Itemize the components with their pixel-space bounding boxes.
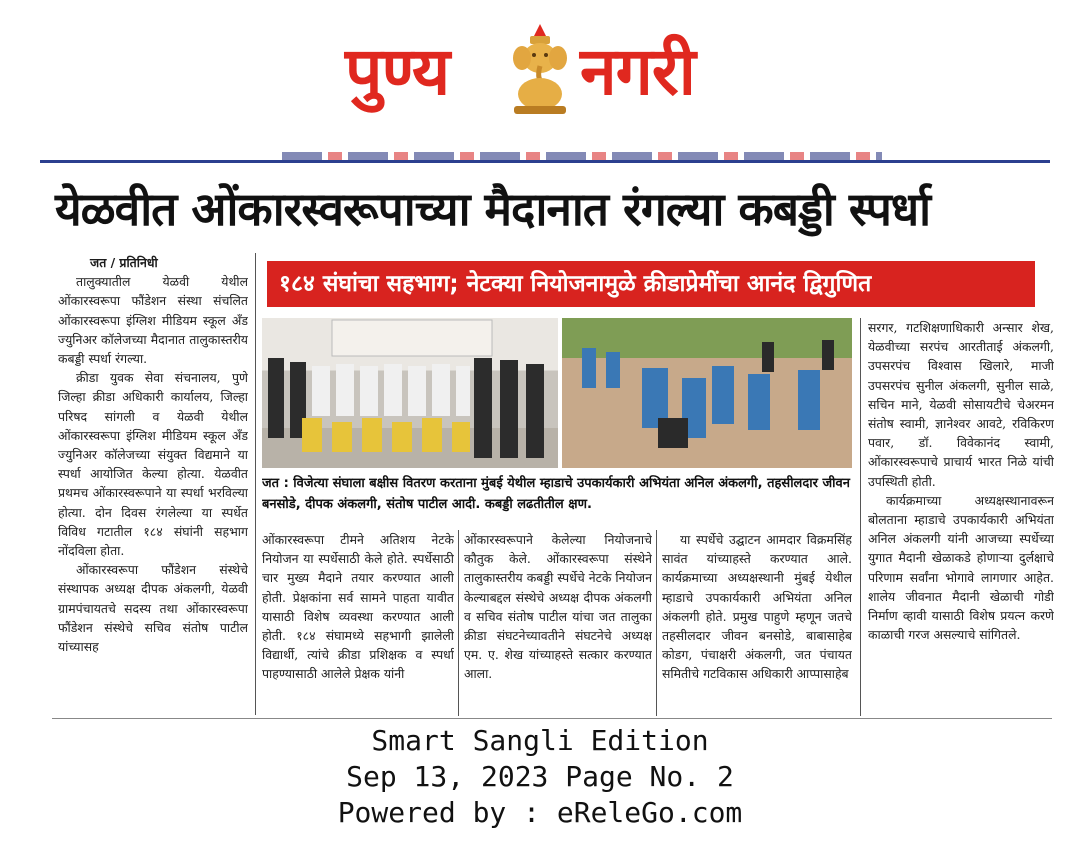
photo-caption: जत : विजेत्या संघाला बक्षीस वितरण करताना मुंबई येथील म्हाडाचे उपकार्यकारी अभियंता अनिल अंकलगी, तहसीलदार जीवन बनसोडे, दीपक अंकलगी, संतोष पाटील आदी. कबड्डी लढतीतील क्षण. [262, 476, 850, 512]
article-headline: येळवीत ओंकारस्वरूपाच्या मैदानात रंगल्या कबड्डी स्पर्धा [55, 182, 931, 236]
dateline: जत / प्रतिनिधी [90, 255, 158, 270]
paragraph: या स्पर्धेचे उद्घाटन आमदार विक्रमसिंह सावंत यांच्याहस्ते करण्यात आले. कार्यक्रमाच्या अध्यक्षस्थानी मुंबई येथील म्हाडाचे उपकार्यकारी अभियंता अनिल अंकलगी होते. प्रमुख पाहुणे म्हणून जतचे तहसीलदार जीवन बनसोडे, बाबासाहेब कोडग, पंचाक्षरी अंकलगी, जत पंचायत समितीचे गटविकास अधिकारी आप्पासाहेब [662, 532, 852, 682]
edition-name: Smart Sangli Edition [371, 724, 709, 757]
masthead-rule [40, 160, 1050, 163]
paragraph: ओंकारस्वरूपाने केलेल्या नियोजनाचे कौतुक केले. ओंकारस्वरूपा संस्थेने तालुकास्तरीय कबड्डी स्पर्धेचे नेटके नियोजन केल्याबद्दल संस्थेचे अध्यक्ष दीपक अंकलगी व सचिव संतोष पाटील यांचा जत तालुका क्रीडा संघटनेच्यावतीने संघटनेचे अध्यक्ष एम. ए. शेख यांच्याहस्ते सत्कार करण्यात आला. [464, 532, 652, 682]
ganesh-logo-icon [500, 18, 580, 118]
masthead-strip [282, 152, 882, 160]
article-column-4 [662, 530, 852, 716]
paragraph: कार्यक्रमाच्या अध्यक्षस्थानावरून बोलताना म्हाडाचे उपकार्यकारी अभियंता अनिल अंकलगी यांनी आजच्या स्पर्धेच्या युगात मैदानी खेळाकडे होणाऱ्या दुर्लक्षाचे परिणाम सर्वांना भोगावे लागणार आहेत. शालेय जीवनात मैदानी खेळाची गोडी निर्माण व्हावी यासाठी विशेष प्रयत्न करणे काळाची गरज असल्याचे सांगितले. [868, 492, 1054, 643]
edition-footer [0, 723, 1080, 831]
bottom-rule [52, 718, 1052, 719]
column-divider [860, 318, 861, 716]
article-column-2 [262, 530, 454, 716]
paragraph: क्रीडा युवक सेवा संचनालय, पुणे जिल्हा क्रीडा अधिकारी कार्यालय, जिल्हा परिषद सांगली व येळवी येथील ओंकारस्वरूपा इंग्लिश मीडियम स्कूल अँड ज्युनिअर कॉलेजच्या संयुक्त विद्यमाने या स्पर्धा आयोजित केल्या होत्या. येळवीत प्रथमच ओंकारस्वरूपाने या स्पर्धा भरविल्या होत्या. दोन दिवस रंगलेल्या या स्पर्धेत विविध गटातील १८४ संघांनी सहभाग नोंदविला होता. [58, 370, 248, 559]
article-column-5 [868, 318, 1054, 716]
kabaddi-match-photo [562, 318, 852, 468]
powered-by: Powered by : eReleGo.com [337, 796, 743, 829]
masthead-title-right: नगरी [580, 33, 695, 110]
edition-date-page: Sep 13, 2023 Page No. 2 [346, 760, 734, 793]
paragraph: सरगर, गटशिक्षणाधिकारी अन्सार शेख, येळवीच्या सरपंच आरतीताई अंकलगी, उपसरपंच विश्वास खिलारे, माजी उपसरपंच सुनील अंकलगी, सुनील साळे, सचिन माने, येळवी सोसायटीचे चेअरमन संतोष स्वामी, ज्ञानेश्वर आवटे, रविकिरण पवार, डॉ. विवेकानंद स्वामी, ओंकारस्वरूपाचे प्राचार्य भारत निळे यांची उपस्थिती होती. [868, 320, 1054, 489]
masthead [0, 0, 1080, 150]
paragraph: ओंकारस्वरूपा फौंडेशन संस्थेचे संस्थापक अध्यक्ष दीपक अंकलगी, येळवी ग्रामपंचायतचे सदस्य तथा ओंकारस्वरूपा फौंडेशन संस्थेचे सचिव संतोष पाटील यांच्यासह [58, 562, 248, 655]
prize-distribution-photo [262, 318, 558, 468]
paragraph: ओंकारस्वरूपा टीमने अतिशय नेटके नियोजन या स्पर्धेसाठी केले होते. स्पर्धेसाठी चार मुख्य मैदाने तयार करण्यात आली होती. प्रेक्षकांना सर्व सामने पाहता यावीत यासाठी विशेष व्यवस्था करण्यात आली होती. १८४ संघामध्ये सहभागी झालेली विद्यार्थी, त्यांचे क्रीडा प्रशिक्षक व स्पर्धा पाहण्यासाठी आलेले प्रेक्षक यांनी [262, 532, 454, 682]
article-column-3 [464, 530, 652, 716]
paragraph: तालुक्यातील येळवी येथील ओंकारस्वरूपा फौंडेशन संस्था संचलित ओंकारस्वरूपा इंग्लिश मीडियम स्कूल अँड ज्युनिअर कॉलेजच्या मैदानात तालुकास्तरीय कबड्डी स्पर्धा रंगल्या. [58, 274, 248, 367]
column-divider [458, 530, 459, 716]
article-column-1 [58, 253, 248, 713]
column-divider [255, 253, 256, 715]
column-divider [656, 530, 657, 716]
article-subhead: १८४ संघांचा सहभाग; नेटक्या नियोजनामुळे क्रीडाप्रेमींचा आनंद द्विगुणित [267, 261, 1035, 307]
masthead-title-left: पुण्य [345, 33, 450, 110]
